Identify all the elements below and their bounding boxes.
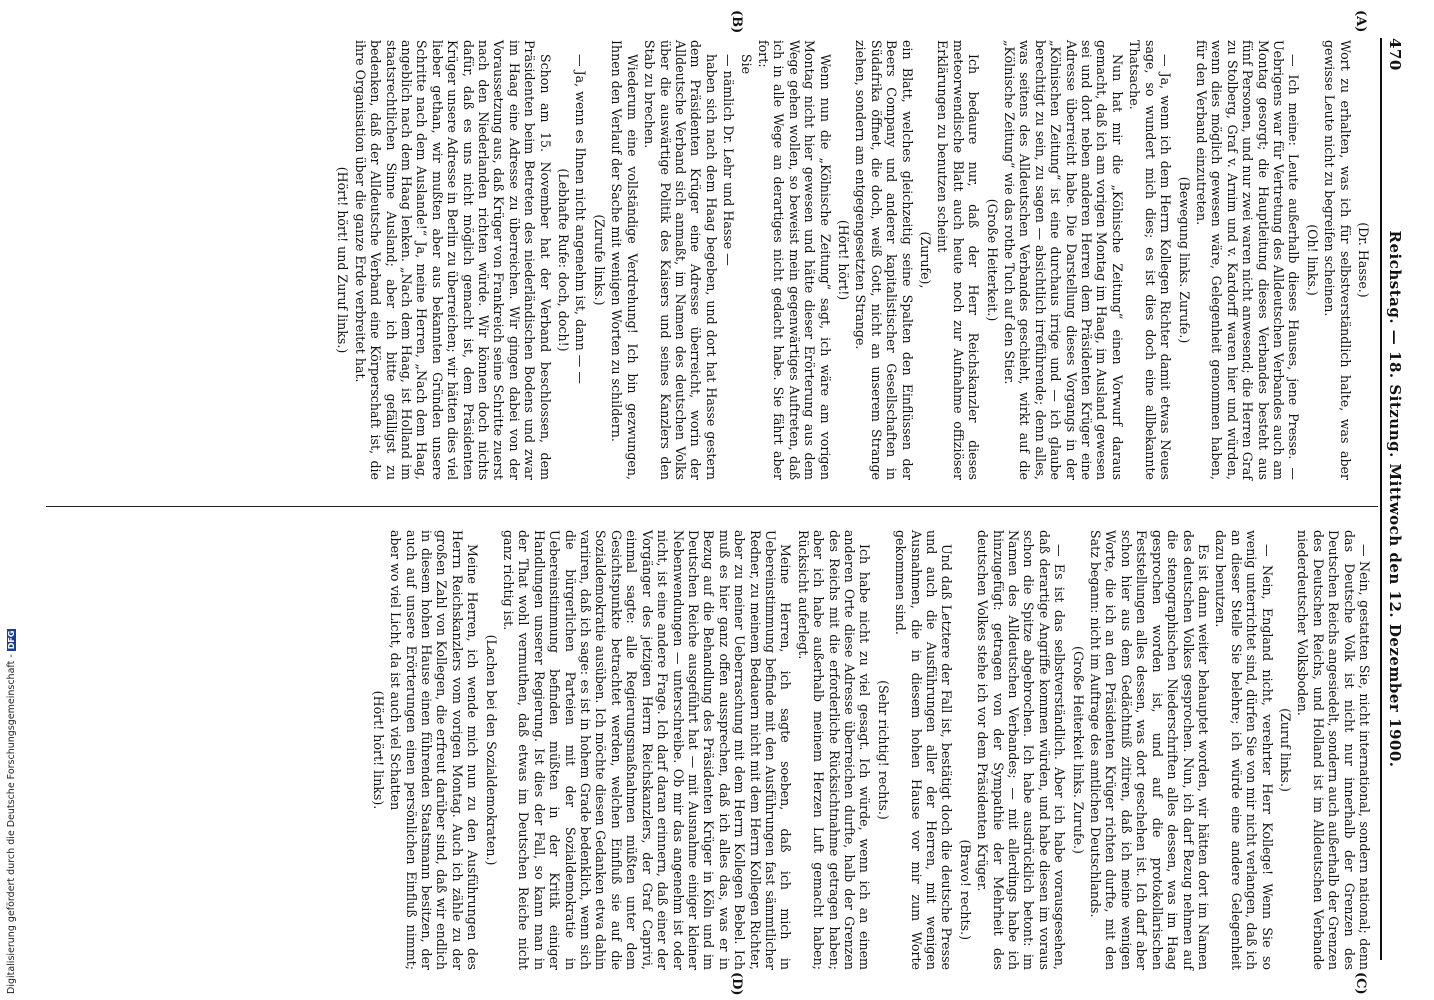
interjection: (Hört! hört! und Zuruf links.) [335,166,351,354]
paragraph: — Ja, wenn es Ihnen nicht angenehm ist, dann — — [573,54,589,384]
interjection: (Zurufe links.) [591,214,607,306]
paragraph: ein Blatt, welches gleichzeitig seine Spalten den Einflüssen der Beers Company und anderer kapitalistischer Gesellschaften in Südafrika öffnet, die doch, weiß Gott, nicht an unserem Strange ziehen, sondern am entgegengesetzten Strange. [853,40,915,480]
paragraph: — Es ist das selbstverständlich. Aber ich habe vorausgesehen, daß derartige Angriffe kommen würden, und habe diesen im voraus schon die Spitze abgebrochen. Ich habe ausdrücklich betont: im Namen des Alldeutschen Verbandes; — mit allerdings habe ich hinzugefügt: getragen von der Sympathie der Mehrheit des deutschen Volkes stehe ich vor dem Präsidenten Krüger. [975,530,1068,970]
interjection: (Hört! hört! links). [370,690,386,810]
interjection: (Dr. Hasse.) [1356,222,1371,298]
column-divider [46,506,1378,507]
paragraph: Es ist dann weiter behauptet worden, wir hätten dort im Namen des deutschen Volkes gesprochen. Nun, ich darf Bezug nehmen auf die stenographischen Niederschriften alles dessen, was im Haag gesprochen worden ist, und auf die protokollarischen Feststellungen alles dessen, was dort geschehen ist. Ich darf aber schon hier aus dem Gedächtniß zitiren, daß ich meine wenigen Worte, die ich an den Präsidenten Krüger richten durfte, mit den Satz begann: nicht im Auftrage des amtlichen Deutschlands. [1088,530,1211,970]
interjection: (Zurufe), [918,231,934,289]
paragraph: — Nein, England nicht, verehrter Herr Kollege! Wenn Sie so wenig unterrichtet sind, dürfen Sie von mir nicht verlangen, daß ich an dieser Stelle Sie belehre; ich würde eine andere Gelegenheit dazu benutzen. [1213,530,1275,970]
margin-marker-b: (B) [729,10,744,34]
interjection: (Bravo! rechts.) [957,839,973,940]
paragraph: haben sich nach dem Haag begeben, und dort hat Hasse gestern dem Präsidenten Krüger eine Adresse überreicht, worin der Alldeutsche Verband sich anmaßt, im Namen des deutschen Volks über die auswärtige Politik des Kaisers und seines Kanzlers den Stab zu brechen. [642,40,719,480]
paragraph: — Nein, gestatten Sie, nicht international, sondern national; denn das Deutsche Volk ist nicht nur innerhalb der Grenzen des Deutschen Reichs angesiedelt, sondern auch außerhalb der Grenzen des Deutschen Reichs, und Holland ist im Alldeutschen Verbande niederdeutscher Volksboden. [1295,530,1372,970]
page-number: 470 [1386,38,1404,71]
paragraph: Wenn nun die „Kölnische Zeitung“ sagt, ich wäre am vorigen Montag nicht hier gewesen und hätte dieser Erörterung aus dem Wege gehen wollen, so beweist mein gegenwärtiges Auftreten, daß ich in alle Wege an derartiges nicht gedacht habe. Sie fährt aber fort: [755,40,833,480]
interjection: (Bewegung links. Zurufe.) [1176,176,1192,344]
margin-marker-d: (D) [729,972,744,996]
paragraph: Sie [738,54,754,75]
paragraph: — Ich meine: Leute außerhalb dieses Hauses, jene Presse. — Uebrigens war für Vertretung des Alldeutschen Verbandes auch am Montag gesorgt; die Hauptleitung dieses Verbandes besteht aus fünf Personen, und nur zwei waren nicht anwesend; die Herren Graf zu Stolberg, Graf v. Arnim und v. Kardorff waren hier und würden, wenn dies möglich gewesen wäre, Gelegenheit genommen haben, für den Verband einzutreten. [1193,40,1302,480]
margin-marker-c: (C) [1353,972,1368,995]
interjection: (Lachen bei den Sozialdemokraten.) [483,634,499,866]
paragraph: Meine Herren, ich wende mich nun zu den Ausführungen des Herrn Reichskanzlers vom vorigen Montag. Auch ich zähle zu der großen Zahl von Kollegen, die erfreut darüber sind, daß wir endlich in diesem hohen Hause einen führenden Staatsmann besitzen, der auch auf unsere Erörterungen einen persönlichen Einfluß nimmt; aber wo viel Licht, da ist auch viel Schatten [388,530,481,970]
interjection: (Oh! links.) [1304,224,1320,296]
paragraph: Meine Herren, ich sagte soeben, daß ich mich in Uebereinstimmung befinde mit den Ausführungen fast sämmtlicher Redner, zu meinem Bedauern nicht mit dem Herrn Kollegen Richter, aber zu meiner Ueberraschung mit dem Herrn Kollegen Bebel. Ich muß es hier ganz offen aussprechen, daß ich alles das, was er in Bezug auf die Behandlung des Präsidenten Krüger in Köln und im Deutschen Reiche ausgeführt hat — mit Ausnahme einiger kleiner Nebenwendungen — unterschreibe. Ob mir das angenehm ist oder nicht, ist eine andere Frage. Ich darf daran erinnern, daß einer der Vorgänger des jetzigen Herrn Reichskanzlers, der Graf Caprivi, einmal sagte: alle Regierungsmaßnahmen müßten unter dem Gesichtspunkte betrachtet werden, welchen Einfluß sie auf die Sozialdemokratie ausüben. Ich möchte diesen Gedanken etwa dahin variiren, daß ich sage: es ist in hohem Grade bedenklich, wenn sich die bürgerlichen Parteien mit der Sozialdemokratie in Uebereinstimmung befinden müßten in der Kritik einiger Handlungen unserer Regierung. Ist dies der Fall, so kann man in der That wohl vermuthen, daß etwas im Deutschen Reiche nicht ganz richtig ist. [501,530,794,970]
interjection: (Lebhafte Rufe: doch, doch!) [556,168,572,352]
dfg-logo: DFG [7,630,16,650]
interjection: (Sehr richtig! rechts.) [875,680,891,820]
credit-text: Digitalisierung gefördert durch die Deutsche Forschungsgemeinschaft - [6,654,17,994]
paragraph: Nun hat mir die „Kölnische Zeitung“ einen Vorwurf daraus gemacht, daß ich am vorigen Montag im Haag, im Ausland gewesen sei und dort neben anderen Herren dem Präsidenten Krüger eine Adresse überreicht habe. Die Darstellung dieses Vorgangs in der „Kölnischen Zeitung“ ist eine durchaus irrige und — ich glaube berechtigt zu sein, zu sagen — absichtlich irreführende; denn alles, was seitens des Alldeutschen Verbandes geschieht, wirkt auf die „Kölnische Zeitung“ wie das rothe Tuch auf den Stier. [1002,40,1125,480]
paragraph: — Ja, wenn ich dem Herrn Kollegen Richter damit etwas Neues sage, so wundert mich dies; es ist dies doch eine allbekannte Thatsache. [1127,40,1174,480]
paragraph: Wiederum eine vollständige Verdrehung! Ich bin gezwungen, Ihnen den Verlauf der Sache mit wenigen Worten zu schildern. [609,40,640,480]
left-column [332,40,1372,480]
paragraph: Schon am 15. November hat der Verband beschlossen, dem Präsidenten beim Betreten des niederländischen Bodens und zwar im Haag eine Adresse zu überreichen. Wir gingen dabei von der Voraussetzung aus, daß Krüger von Frankreich seine Schritte zuerst nach den Niederlanden richten würde. Wir können doch nichts dafür, daß es uns nicht möglich gemacht ist, dem Präsidenten Krüger unsere Adresse in Berlin zu überreichen; wir hätten dies viel lieber gethan, wir mußten aber aus bekannten Gründen unsere Schritte nach dem Auslande!“ Ja, meine Herren, „Nach dem Haag, angeblich nach dem Haag lenken. „Nach dem Haag, ist Holland im staatsrechtlichen Sinne Ausland; aber ich bitte gefälligst zu bedenken, daß der Alldeutsche Verband eine Körperschaft ist, die ihre Organisation über die ganze Erde verbreitet hat. [352,40,553,480]
interjection: (Große Heiterkeit links. Zurufe.) [1070,646,1086,854]
paragraph: Und daß Letztere der Fall ist, bestätigt doch die deutsche Presse und auch die Ausführungen aller der Herren, mit wenigen Ausnahmen, die in diesem hohen Hause vor mir zum Worte gekommen sind. [893,530,955,970]
interjection: (Hört! hört!) [836,219,851,301]
right-column [367,530,1372,970]
page-title: Reichstag. — 18. Sitzung. Mittwoch den 12. Dezember 1900. [1386,230,1404,768]
paragraph: Ich bedaure nur, daß der Herr Reichskanzler dieses meteorwendische Blatt auch heute noch zur Aufnahme offiziöser Erklärungen zu benutzen scheint [935,40,982,480]
digitization-credit [6,4,20,994]
margin-marker-a: (A) [1353,10,1368,33]
interjection: (Zuruf links.) [1277,708,1293,792]
interjection: (Große Heiterkeit.) [984,198,1000,322]
paragraph: Wort zu erhalten, was ich für selbstverständlich halte, was aber gewisse Leute nicht zu begreifen scheinen. [1322,40,1353,480]
paragraph: Ich habe nicht zu viel gesagt. Ich würde, wenn ich an einem anderen Orte diese Adresse überreichen durfte, halb der Grenzen des Reichs mit die erforderliche Rücksichtnahme getragen haben; aber ich habe außerhalb meinem Herzen Luft gemacht haben; Rücksicht auferlegt. [795,530,873,970]
paragraph: — nämlich Dr. Lehr und Hasse — [721,54,737,266]
header-rule [1380,38,1382,960]
